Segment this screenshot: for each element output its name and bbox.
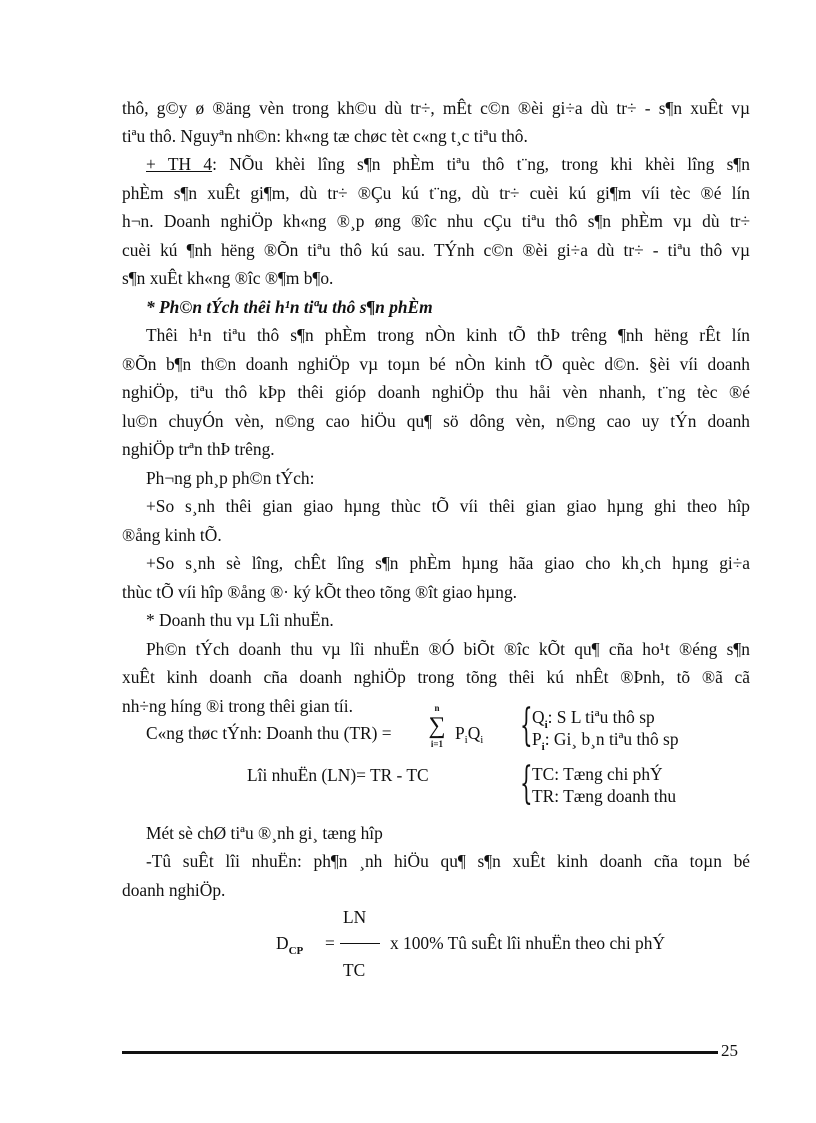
ratio-denominator: TC — [343, 960, 366, 980]
legend-tr: TR: Tæng doanh thu — [532, 786, 677, 806]
summation-symbol: n ∑ i=1 — [428, 703, 446, 749]
revenue-formula-terms: $P_iQ_i$ — [455, 723, 484, 746]
para-line: doanh nghiÖp. — [122, 880, 226, 900]
para-line: thùc tÕ víi hîp ®ång ®· ký kÕt theo tõng ®ît giao hµng. — [122, 582, 518, 602]
para-line: nh÷ng híng ®i trong thêi gian tíi. — [122, 696, 353, 716]
ratio-equals: = — [325, 933, 335, 953]
profit-formula: Lîi nhuËn (LN)= TR - TC — [247, 765, 429, 785]
ratio-numerator: LN — [343, 907, 367, 927]
brace-left: { — [520, 758, 533, 809]
ratio-symbol: $D_{CP}$ — [276, 933, 304, 957]
para-line — [146, 153, 750, 175]
legend-tc: TC: Tæng chi phÝ — [532, 764, 663, 784]
case-text: : NÕu khèi lîng s¶n phÈm tiªu thô t¨ng, trong khi khèi lîng s¶n — [212, 154, 750, 174]
para-line: +So s¸nh thêi gian giao hµng thùc tÕ víi thêi gian giao hµng ghi theo hîp — [146, 496, 750, 516]
para-line: +So s¸nh sè lîng, chÊt lîng s¶n phÈm hµng hãa giao cho kh¸ch hµng gi÷a — [146, 553, 750, 573]
revenue-formula-label: C«ng thøc tÝnh: Doanh thu (TR) = — [146, 723, 392, 743]
para-line: nghiÖp, tiªu thô kÞp thêi gióp doanh nghiÖp thu håi vèn nhanh, t¨ng tèc ®é — [122, 382, 750, 402]
para-line: phÈm s¶n xuÊt gi¶m, dù tr÷ ®Çu kú t¨ng, dù tr÷ cuèi kú gi¶m víi tèc ®é lín — [122, 183, 750, 203]
para-line: * Doanh thu vµ Lîi nhuËn. — [146, 610, 334, 630]
fraction-bar — [340, 943, 380, 944]
para-line: s¶n xuÊt kh«ng ®îc ®¶m b¶o. — [122, 268, 334, 288]
para-line: Mét sè chØ tiªu ®¸nh gi¸ tæng hîp — [146, 823, 383, 843]
case-label: + TH 4 — [146, 154, 213, 174]
para-line: lu©n chuyÓn vèn, n©ng cao hiÖu qu¶ sö dông vèn, n©ng cao uy tÝn doanh — [122, 411, 750, 431]
page-number: 25 — [721, 1041, 738, 1060]
para-line: xuÊt kinh doanh cña doanh nghiÖp trong tõng thêi kú nhÊt ®Þnh, tõ ®ã cã — [122, 667, 750, 687]
para-line: ®Õn b¶n th©n doanh nghiÖp vµ toµn bé nÒn kinh tÕ quèc d©n. §èi víi doanh — [122, 354, 750, 374]
para-line: cuèi kú ¶nh hëng ®Õn tiªu thô kú sau. TÝnh c©n ®èi gi÷a dù tr÷ - tiªu thô vµ — [122, 240, 750, 260]
brace-left: { — [520, 700, 533, 751]
para-line: ®ång kinh tÕ. — [122, 525, 222, 545]
para-line: h¬n. Doanh nghiÖp kh«ng ®¸p øng ®îc nhu cÇu tiªu thô s¶n phÈm vµ dù tr÷ — [122, 211, 750, 231]
para-line: Ph©n tÝch doanh thu vµ lîi nhuËn ®Ó biÕt ®îc kÕt qu¶ cña ho¹t ®éng s¶n — [146, 639, 750, 659]
para-line: Thêi h¹n tiªu thô s¶n phÈm trong nÒn kinh tÕ thÞ trêng ¶nh hëng rÊt lín — [146, 325, 750, 345]
ratio-times: x 100% Tû suÊt lîi nhuËn theo chi phÝ — [390, 933, 666, 953]
para-line: tiªu thô. Nguyªn nh©n: kh«ng tæ chøc tèt c«ng t¸c tiªu thô. — [122, 126, 528, 146]
para-line: -Tû suÊt lîi nhuËn: ph¶n ¸nh hiÖu qu¶ s¶n xuÊt kinh doanh cña toµn bé — [146, 851, 750, 871]
legend-q: $Q_i$: S L tiªu thô sp — [532, 707, 655, 731]
para-line: thô, g©y ø ®äng vèn trong kh©u dù tr÷, mÊt c©n ®èi gi÷a dù tr÷ - s¶n xuÊt vµ — [122, 98, 750, 118]
section-heading: * Ph©n tÝch thêi h¹n tiªu thô s¶n phÈm — [146, 297, 433, 317]
legend-p: $P_i$: Gi¸ b¸n tiªu thô sp — [532, 729, 679, 753]
para-line: nghiÖp trªn thÞ trêng. — [122, 439, 275, 459]
para-line: Ph¬ng ph¸p ph©n tÝch: — [146, 468, 315, 488]
footer-rule — [122, 1051, 718, 1054]
